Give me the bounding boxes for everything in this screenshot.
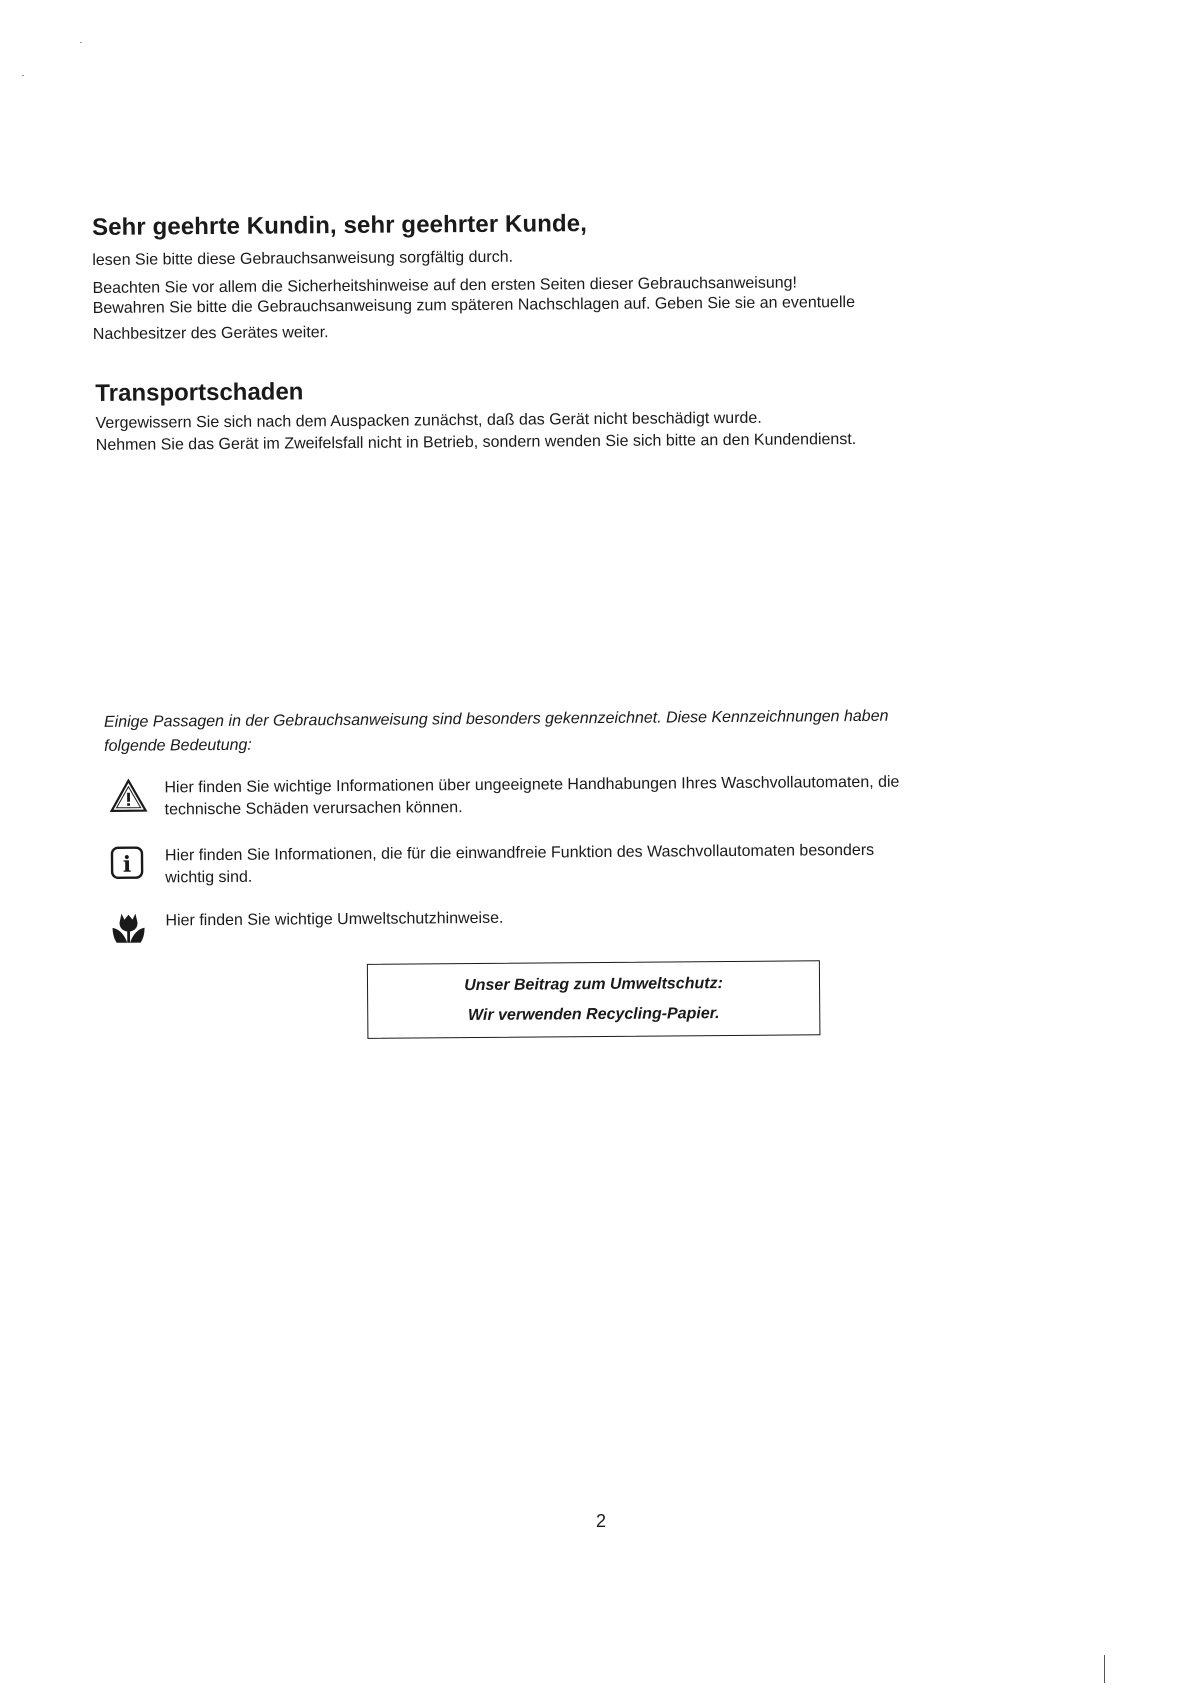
legend-item-line: Hier finden Sie wichtige Umweltschutzhinweise. bbox=[165, 909, 504, 930]
legend-item-line: Hier finden Sie Informationen, die für die einwandfreie Funktion des Waschvollautomaten besonders bbox=[164, 841, 875, 865]
legend-item-line: Hier finden Sie wichtige Informationen über ungeeignete Handhabungen Ihres Waschvollautomaten, die bbox=[164, 773, 900, 797]
greeting-line: lesen Sie bitte diese Gebrauchsanweisung sorgfältig durch. bbox=[92, 248, 514, 269]
warning-triangle-icon bbox=[109, 778, 147, 819]
greeting-line: Nachbesitzer des Gerätes weiter. bbox=[92, 324, 329, 343]
scan-edge-mark bbox=[1104, 1655, 1105, 1683]
info-icon bbox=[110, 846, 144, 885]
transport-line: Nehmen Sie das Gerät im Zweifelsfall nicht in Betrieb, sondern wenden Sie sich bitte an den Kundendienst. bbox=[95, 430, 857, 454]
legend-intro bbox=[104, 705, 889, 759]
recycling-line: Unser Beitrag zum Umweltschutz: bbox=[464, 975, 723, 995]
transport-heading: Transportschaden bbox=[95, 378, 304, 407]
legend-item-text bbox=[165, 908, 503, 933]
legend-item-line: technische Schäden verursachen können. bbox=[164, 799, 463, 819]
recycling-line: Wir verwenden Recycling-Papier. bbox=[467, 1005, 720, 1025]
legend-item-warning bbox=[109, 770, 1069, 819]
legend-intro-line: folgende Bedeutung: bbox=[104, 736, 252, 755]
greeting-heading: Sehr geehrte Kundin, sehr geehrter Kunde, bbox=[91, 210, 588, 241]
legend-item-line: wichtig sind. bbox=[165, 868, 253, 887]
recycling-notice-box bbox=[367, 960, 821, 1039]
legend-item-environment bbox=[110, 903, 1070, 930]
legend-item-info bbox=[110, 838, 1070, 887]
info-icon-letter: i bbox=[122, 851, 132, 878]
tulip-environment-icon bbox=[110, 911, 146, 952]
legend-item-text bbox=[165, 840, 874, 890]
greeting-line: Bewahren Sie bitte die Gebrauchsanweisung zum späteren Nachschlagen auf. Geben Sie sie an eventuelle bbox=[92, 293, 856, 317]
legend-item-text bbox=[164, 772, 899, 822]
legend-intro-line: Einige Passagen in der Gebrauchsanweisung sind besonders gekennzeichnet. Diese Kennzeichnungen haben bbox=[103, 707, 889, 731]
page-number: 2 bbox=[596, 1511, 607, 1531]
greeting-line: Beachten Sie vor allem die Sicherheitshinweise auf den ersten Seiten dieser Gebrauchsanweisung! bbox=[92, 274, 798, 297]
transport-line: Vergewissern Sie sich nach dem Auspacken zunächst, daß das Gerät nicht beschädigt wurde. bbox=[95, 409, 762, 432]
